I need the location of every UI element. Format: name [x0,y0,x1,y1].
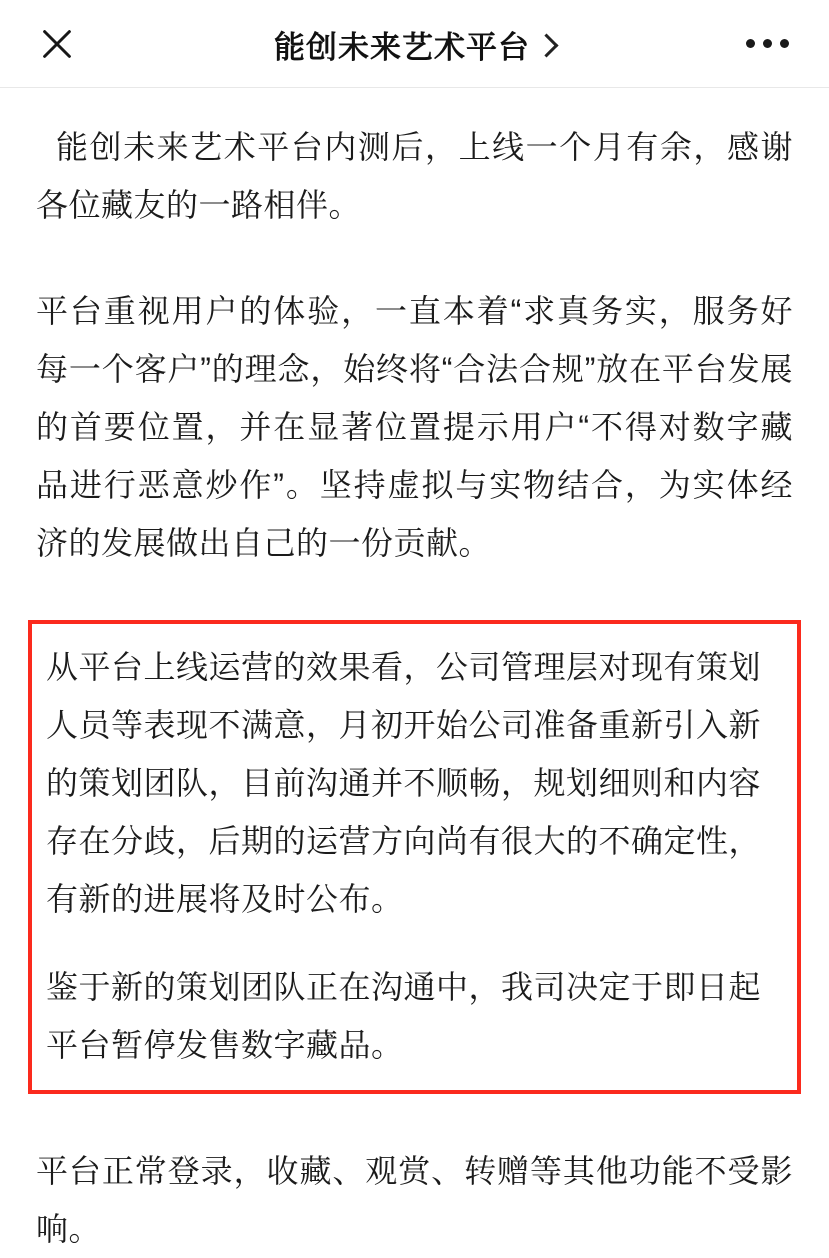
paragraph-spacer [36,572,793,620]
article-paragraph: 能创未来艺术平台内测后，上线一个月有余，感谢各位藏友的一路相伴。 [36,129,793,223]
paragraph-spacer [36,1094,793,1142]
title-container [0,0,829,88]
close-icon[interactable] [34,21,80,67]
article-paragraph: 平台正常登录，收藏、观赏、转赠等其他功能不受影响。 [36,1153,793,1247]
paragraph-spacer [46,928,783,958]
article-paragraph: 平台重视用户的体验，一直本着“求真务实，服务好每一个客户”的理念，始终将“合法合规”放在平台发展的首要位置，并在显著位置提示用户“不得对数字藏品进行恶意炒作”。坚持虚拟与实物结合，为实体经济的发展做出自己的一份贡献。 [36,293,793,561]
more-dot [780,39,789,48]
chevron-right-icon [534,33,558,57]
article-paragraph: 鉴于新的策划团队正在沟通中，我司决定于即日起平台暂停发售数字藏品。 [46,969,762,1063]
paragraph-spacer [36,234,793,282]
page-title: 能创未来艺术平台 [274,29,530,65]
top-navigation-bar [0,0,829,88]
more-options-icon[interactable] [746,39,789,48]
article-body [0,88,829,1258]
account-title-button[interactable] [274,22,555,67]
article-paragraph: 从平台上线运营的效果看，公司管理层对现有策划人员等表现不满意，月初开始公司准备重新引入新的策划团队，目前沟通并不顺畅，规划细则和内容存在分歧，后期的运营方向尚有很大的不确定性，有新的进展将及时公布。 [46,649,762,917]
more-dot [763,39,772,48]
highlighted-notice-box [28,620,801,1094]
more-dot [746,39,755,48]
